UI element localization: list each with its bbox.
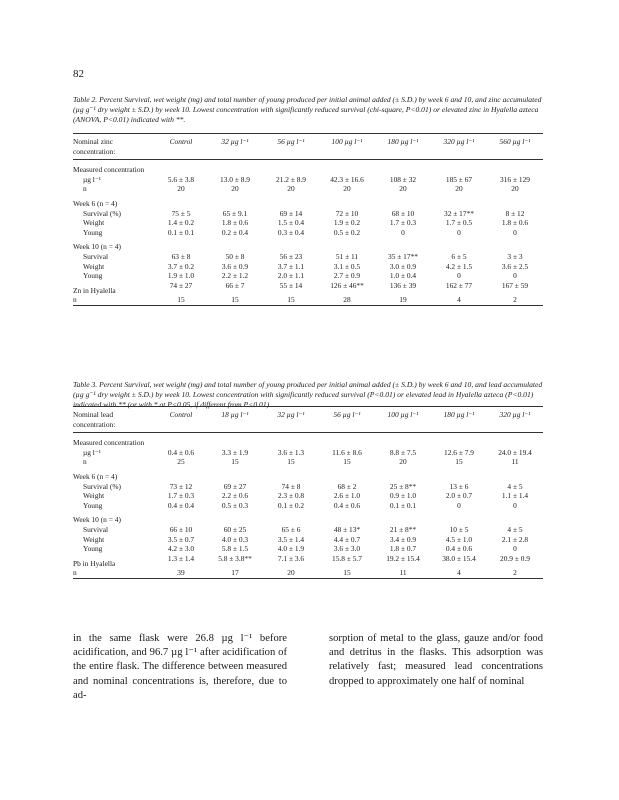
table-cell: 32 ± 17** bbox=[444, 208, 474, 218]
table-cell: 21 ± 8** bbox=[389, 524, 417, 534]
table-row bbox=[73, 457, 543, 467]
table-cell: 66 ± 7 bbox=[225, 280, 245, 290]
table-cell: 4.2 ± 3.0 bbox=[167, 544, 195, 554]
body-paragraph: in the same flask were 26.8 µg l⁻¹ before acidification, and 96.7 µg l⁻¹ after acidification of the entire flask. The difference between measured and nominal concentrations is, therefore, due to ad- bbox=[73, 633, 287, 701]
row-label: Young bbox=[83, 227, 103, 237]
table-cell: 66 ± 10 bbox=[169, 524, 193, 534]
section-heading: Week 6 (n = 4) bbox=[73, 198, 118, 208]
row-label: n bbox=[83, 184, 87, 194]
table-cell: 48 ± 13* bbox=[333, 524, 361, 534]
table-cell: 162 ± 77 bbox=[445, 280, 473, 290]
table-cell: 1.7 ± 0.3 bbox=[167, 491, 195, 501]
table-cell: 15 bbox=[263, 295, 319, 305]
column-header: 18 µg l⁻¹ bbox=[207, 407, 263, 433]
table-row bbox=[73, 448, 543, 458]
table-cell: 108 ± 32 bbox=[389, 174, 417, 184]
table-cell: 3.0 ± 0.9 bbox=[389, 261, 417, 271]
table-row bbox=[73, 228, 543, 238]
row-label-header: Nominal lead concentration: bbox=[73, 407, 155, 433]
table-cell: 20 bbox=[263, 568, 319, 578]
table-cell: 15 bbox=[319, 568, 375, 578]
table-cell: 7.1 ± 3.6 bbox=[277, 553, 305, 563]
column-header: 56 µg l⁻¹ bbox=[319, 407, 375, 433]
row-label: Survival (%) bbox=[83, 208, 121, 218]
table-cell: 17 bbox=[207, 568, 263, 578]
table-cell: 15 bbox=[155, 295, 207, 305]
table-cell: 20 bbox=[287, 184, 295, 194]
table-cell: 2.6 ± 1.0 bbox=[333, 491, 361, 501]
table-cell: 15 bbox=[207, 295, 263, 305]
table-3-caption: Table 3. Percent Survival, wet weight (mg) and total number of young produced per initial animal added (± S.D.) by week 6 and 10, and lead accumulated (µg g⁻¹ dry weight ± S.D.) by week 10. Lowest concentration with significantly reduced survival (P<0.01) or elevated lead in Hyalella azteca (P<0.01) indicated with ** (or with * at P<0.05, if different from P<0.01). bbox=[73, 380, 543, 409]
table-cell: 69 ± 14 bbox=[279, 208, 303, 218]
table-cell: 3.6 ± 3.0 bbox=[333, 544, 361, 554]
table-cell: 74 ± 8 bbox=[281, 481, 301, 491]
table-cell: 0.4 ± 0.4 bbox=[167, 500, 195, 510]
table-cell: 1.0 ± 0.4 bbox=[389, 271, 417, 281]
table-cell: 8 ± 12 bbox=[505, 208, 525, 218]
section-heading-row bbox=[73, 510, 543, 525]
table-cell: 2.3 ± 0.8 bbox=[277, 491, 305, 501]
table-cell: 28 bbox=[319, 295, 375, 305]
table-row bbox=[73, 175, 543, 185]
table-cell: 56 ± 23 bbox=[279, 251, 303, 261]
table-cell: 72 ± 10 bbox=[335, 208, 359, 218]
column-header: 320 µg l⁻¹ bbox=[487, 407, 543, 433]
table-cell: 15 bbox=[343, 457, 351, 467]
row-label: Weight bbox=[83, 491, 105, 501]
table-cell: 0.1 ± 0.1 bbox=[167, 227, 195, 237]
table-cell: 4 ± 5 bbox=[507, 524, 523, 534]
table-cell: 15 bbox=[287, 457, 295, 467]
table-cell: 11 bbox=[375, 568, 431, 578]
table-row bbox=[73, 281, 543, 296]
table-cell: 6 ± 5 bbox=[451, 251, 467, 261]
row-label: Young bbox=[83, 271, 103, 281]
table-cell: 1.7 ± 0.5 bbox=[445, 218, 473, 228]
table-2 bbox=[73, 133, 543, 306]
body-text-right-column bbox=[329, 632, 543, 689]
row-label: Weight bbox=[83, 534, 105, 544]
table-cell: 19 bbox=[375, 295, 431, 305]
section-heading-row bbox=[73, 467, 543, 482]
table-cell: 8.8 ± 7.5 bbox=[389, 447, 417, 457]
table-row bbox=[73, 501, 543, 511]
table-cell: 65 ± 9.1 bbox=[222, 208, 248, 218]
table-cell: 3.4 ± 0.9 bbox=[389, 534, 417, 544]
table-row bbox=[73, 218, 543, 228]
table-cell: 10 ± 5 bbox=[449, 524, 469, 534]
table-row bbox=[73, 262, 543, 272]
table-cell: 25 bbox=[177, 457, 185, 467]
table-cell: 3.7 ± 0.2 bbox=[167, 261, 195, 271]
table-cell: 20 bbox=[399, 184, 407, 194]
row-label: n bbox=[73, 568, 155, 578]
table-cell: 13.0 ± 8.9 bbox=[220, 174, 250, 184]
table-3 bbox=[73, 406, 543, 579]
section-heading: Week 10 (n = 4) bbox=[73, 242, 121, 252]
table-cell: 60 ± 25 bbox=[223, 524, 247, 534]
table-cell: 74 ± 27 bbox=[169, 280, 193, 290]
table-cell: 126 ± 46** bbox=[330, 280, 364, 290]
row-label: µg l⁻¹ bbox=[83, 174, 101, 184]
table-cell: 1.5 ± 0.4 bbox=[277, 218, 305, 228]
row-label-header: Nominal zinc concentration: bbox=[73, 134, 155, 160]
table-cell: 42.3 ± 16.6 bbox=[330, 174, 364, 184]
row-label: Pb in Hyalella bbox=[73, 558, 116, 568]
table-cell: 1.9 ± 0.2 bbox=[333, 218, 361, 228]
table-cell: 0 bbox=[401, 227, 405, 237]
table-cell: 20 bbox=[177, 184, 185, 194]
table-cell: 21.2 ± 8.9 bbox=[276, 174, 306, 184]
table-cell: 3.1 ± 0.5 bbox=[333, 261, 361, 271]
table-cell: 20 bbox=[455, 184, 463, 194]
table-cell: 13 ± 6 bbox=[449, 481, 469, 491]
table-cell: 5.8 ± 3.8** bbox=[218, 553, 252, 563]
table-cell: 12.6 ± 7.9 bbox=[444, 447, 474, 457]
column-header: 560 µg l⁻¹ bbox=[487, 134, 543, 160]
row-label: Weight bbox=[83, 261, 105, 271]
table-cell: 51 ± 11 bbox=[335, 251, 359, 261]
table-cell: 2.7 ± 0.9 bbox=[333, 271, 361, 281]
table-row bbox=[73, 491, 543, 501]
row-label: Young bbox=[83, 544, 103, 554]
table-cell: 3.6 ± 2.5 bbox=[501, 261, 529, 271]
table-cell: 1.8 ± 0.7 bbox=[389, 544, 417, 554]
table-cell: 38.0 ± 15.4 bbox=[442, 553, 476, 563]
table-header-row bbox=[73, 407, 543, 433]
section-heading: Week 10 (n = 4) bbox=[73, 515, 121, 525]
table-cell: 4 bbox=[431, 568, 487, 578]
row-label: n bbox=[73, 295, 155, 305]
column-header: 180 µg l⁻¹ bbox=[375, 134, 431, 160]
table-cell: 1.8 ± 0.6 bbox=[501, 218, 529, 228]
column-header: 100 µg l⁻¹ bbox=[375, 407, 431, 433]
table-row bbox=[73, 544, 543, 554]
table-cell: 0.5 ± 0.2 bbox=[333, 227, 361, 237]
table-cell: 136 ± 39 bbox=[389, 280, 417, 290]
table-cell: 0 bbox=[457, 227, 461, 237]
table-cell: 20.9 ± 0.9 bbox=[500, 553, 530, 563]
table-row bbox=[73, 525, 543, 535]
table-cell: 3.5 ± 0.7 bbox=[167, 534, 195, 544]
table-cell: 0 bbox=[457, 271, 461, 281]
table-cell: 0 bbox=[513, 500, 517, 510]
table-row bbox=[73, 252, 543, 262]
table-cell: 20 bbox=[231, 184, 239, 194]
table-cell: 20 bbox=[343, 184, 351, 194]
row-label: Young bbox=[83, 500, 103, 510]
table-cell: 1.8 ± 0.6 bbox=[221, 218, 249, 228]
table-cell: 2 bbox=[487, 568, 543, 578]
table-cell: 50 ± 8 bbox=[225, 251, 245, 261]
body-text-left-column bbox=[73, 632, 287, 703]
table-cell: 75 ± 5 bbox=[171, 208, 191, 218]
table-cell: 2.2 ± 1.2 bbox=[221, 271, 249, 281]
table-cell: 4.5 ± 1.0 bbox=[445, 534, 473, 544]
table-row bbox=[73, 295, 543, 305]
table-cell: 0 bbox=[457, 500, 461, 510]
table-cell: 5.6 ± 3.8 bbox=[167, 174, 195, 184]
table-cell: 0.9 ± 1.0 bbox=[389, 491, 417, 501]
column-header: 32 µg l⁻¹ bbox=[207, 134, 263, 160]
table-cell: 0.4 ± 0.6 bbox=[333, 500, 361, 510]
table-cell: 3.7 ± 1.1 bbox=[277, 261, 305, 271]
row-label: Survival bbox=[83, 251, 109, 261]
table-cell: 0 bbox=[513, 227, 517, 237]
table-cell: 1.4 ± 0.2 bbox=[167, 218, 195, 228]
section-heading-row bbox=[73, 160, 543, 175]
column-header: 180 µg l⁻¹ bbox=[431, 407, 487, 433]
table-2-caption: Table 2. Percent Survival, wet weight (mg) and total number of young produced per initial animal added (± S.D.) by week 6 and 10, and zinc accumulated (µg g⁻¹ dry weight ± S.D.) by week 10. Lowest concentration with significantly reduced survival (chi-square, P<0.01) or elevated zinc in Hyalella azteca (ANOVA, P<0.01) indicated with **. bbox=[73, 95, 542, 124]
table-cell: 4.4 ± 0.7 bbox=[333, 534, 361, 544]
table-cell: 15 bbox=[455, 457, 463, 467]
column-header: 320 µg l⁻¹ bbox=[431, 134, 487, 160]
table-cell: 0.1 ± 0.2 bbox=[277, 500, 305, 510]
table-cell: 20 bbox=[399, 457, 407, 467]
table-cell: 5.8 ± 1.5 bbox=[221, 544, 249, 554]
row-label: Survival bbox=[83, 524, 109, 534]
table-cell: 1.9 ± 1.0 bbox=[167, 271, 195, 281]
table-cell: 11 bbox=[511, 457, 519, 467]
table-cell: 39 bbox=[155, 568, 207, 578]
table-cell: 2 bbox=[487, 295, 543, 305]
table-cell: 0 bbox=[513, 271, 517, 281]
table-cell: 15 bbox=[231, 457, 239, 467]
table-row bbox=[73, 184, 543, 194]
table-cell: 73 ± 12 bbox=[169, 481, 193, 491]
page-number: 82 bbox=[73, 68, 84, 80]
section-heading-row bbox=[73, 194, 543, 209]
table-cell: 2.0 ± 0.7 bbox=[445, 491, 473, 501]
row-label: µg l⁻¹ bbox=[83, 447, 101, 457]
table-cell: 68 ± 10 bbox=[391, 208, 415, 218]
table-cell: 0.5 ± 0.3 bbox=[221, 500, 249, 510]
column-header: Control bbox=[155, 407, 207, 433]
table-row bbox=[73, 482, 543, 492]
table-cell: 15.8 ± 5.7 bbox=[332, 553, 362, 563]
table-cell: 4.2 ± 1.5 bbox=[445, 261, 473, 271]
table-cell: 4.0 ± 0.3 bbox=[221, 534, 249, 544]
column-header: Control bbox=[155, 134, 207, 160]
table-cell: 4 bbox=[431, 295, 487, 305]
table-cell: 4 ± 5 bbox=[507, 481, 523, 491]
table-header-row bbox=[73, 134, 543, 160]
table-cell: 63 ± 8 bbox=[171, 251, 191, 261]
table-cell: 4.0 ± 1.9 bbox=[277, 544, 305, 554]
row-label: Weight bbox=[83, 218, 105, 228]
table-cell: 0.1 ± 0.1 bbox=[389, 500, 417, 510]
table-cell: 0.2 ± 0.4 bbox=[221, 227, 249, 237]
table-cell: 65 ± 6 bbox=[281, 524, 301, 534]
table-cell: 0 bbox=[513, 544, 517, 554]
section-heading: Measured concentration bbox=[73, 165, 145, 175]
table-cell: 1.1 ± 1.4 bbox=[501, 491, 529, 501]
table-cell: 68 ± 2 bbox=[337, 481, 357, 491]
row-label: Survival (%) bbox=[83, 481, 121, 491]
table-row bbox=[73, 209, 543, 219]
table-cell: 3.5 ± 1.4 bbox=[277, 534, 305, 544]
table-cell: 0.3 ± 0.4 bbox=[277, 227, 305, 237]
table-cell: 185 ± 67 bbox=[445, 174, 473, 184]
table-cell: 11.6 ± 8.6 bbox=[332, 447, 362, 457]
section-heading-row bbox=[73, 237, 543, 252]
table-cell: 167 ± 59 bbox=[501, 280, 529, 290]
table-cell: 35 ± 17** bbox=[388, 251, 418, 261]
table-cell: 19.2 ± 15.4 bbox=[386, 553, 420, 563]
table-cell: 2.1 ± 2.8 bbox=[501, 534, 529, 544]
row-label: n bbox=[83, 457, 87, 467]
table-cell: 0.4 ± 0.6 bbox=[167, 447, 195, 457]
column-header: 32 µg l⁻¹ bbox=[263, 407, 319, 433]
section-heading: Week 6 (n = 4) bbox=[73, 471, 118, 481]
table-cell: 3.6 ± 0.9 bbox=[221, 261, 249, 271]
table-cell: 1.7 ± 0.3 bbox=[389, 218, 417, 228]
table-cell: 69 ± 27 bbox=[223, 481, 247, 491]
table-cell: 1.3 ± 1.4 bbox=[167, 553, 195, 563]
table-cell: 3.3 ± 1.9 bbox=[221, 447, 249, 457]
section-heading: Measured concentration bbox=[73, 438, 145, 448]
column-header: 100 µg l⁻¹ bbox=[319, 134, 375, 160]
column-header: 56 µg l⁻¹ bbox=[263, 134, 319, 160]
table-cell: 55 ± 14 bbox=[279, 280, 303, 290]
row-label: Zn in Hyalella bbox=[73, 285, 116, 295]
table-cell: 2.0 ± 1.1 bbox=[277, 271, 305, 281]
table-cell: 3.6 ± 1.3 bbox=[277, 447, 305, 457]
table-cell: 20 bbox=[511, 184, 519, 194]
table-cell: 0.4 ± 0.6 bbox=[445, 544, 473, 554]
table-cell: 3 ± 3 bbox=[507, 251, 523, 261]
table-row bbox=[73, 554, 543, 569]
table-cell: 24.0 ± 19.4 bbox=[498, 447, 532, 457]
table-row bbox=[73, 271, 543, 281]
table-cell: 316 ± 129 bbox=[500, 174, 530, 184]
table-row bbox=[73, 568, 543, 578]
section-heading-row bbox=[73, 433, 543, 448]
body-paragraph: sorption of metal to the glass, gauze and/or food and detritus in the flasks. This adsorption was relatively fast; measured lead concentrations dropped to approximately one half of nominal bbox=[329, 633, 543, 687]
table-row bbox=[73, 535, 543, 545]
table-cell: 25 ± 8** bbox=[389, 481, 417, 491]
table-cell: 2.2 ± 0.6 bbox=[221, 491, 249, 501]
